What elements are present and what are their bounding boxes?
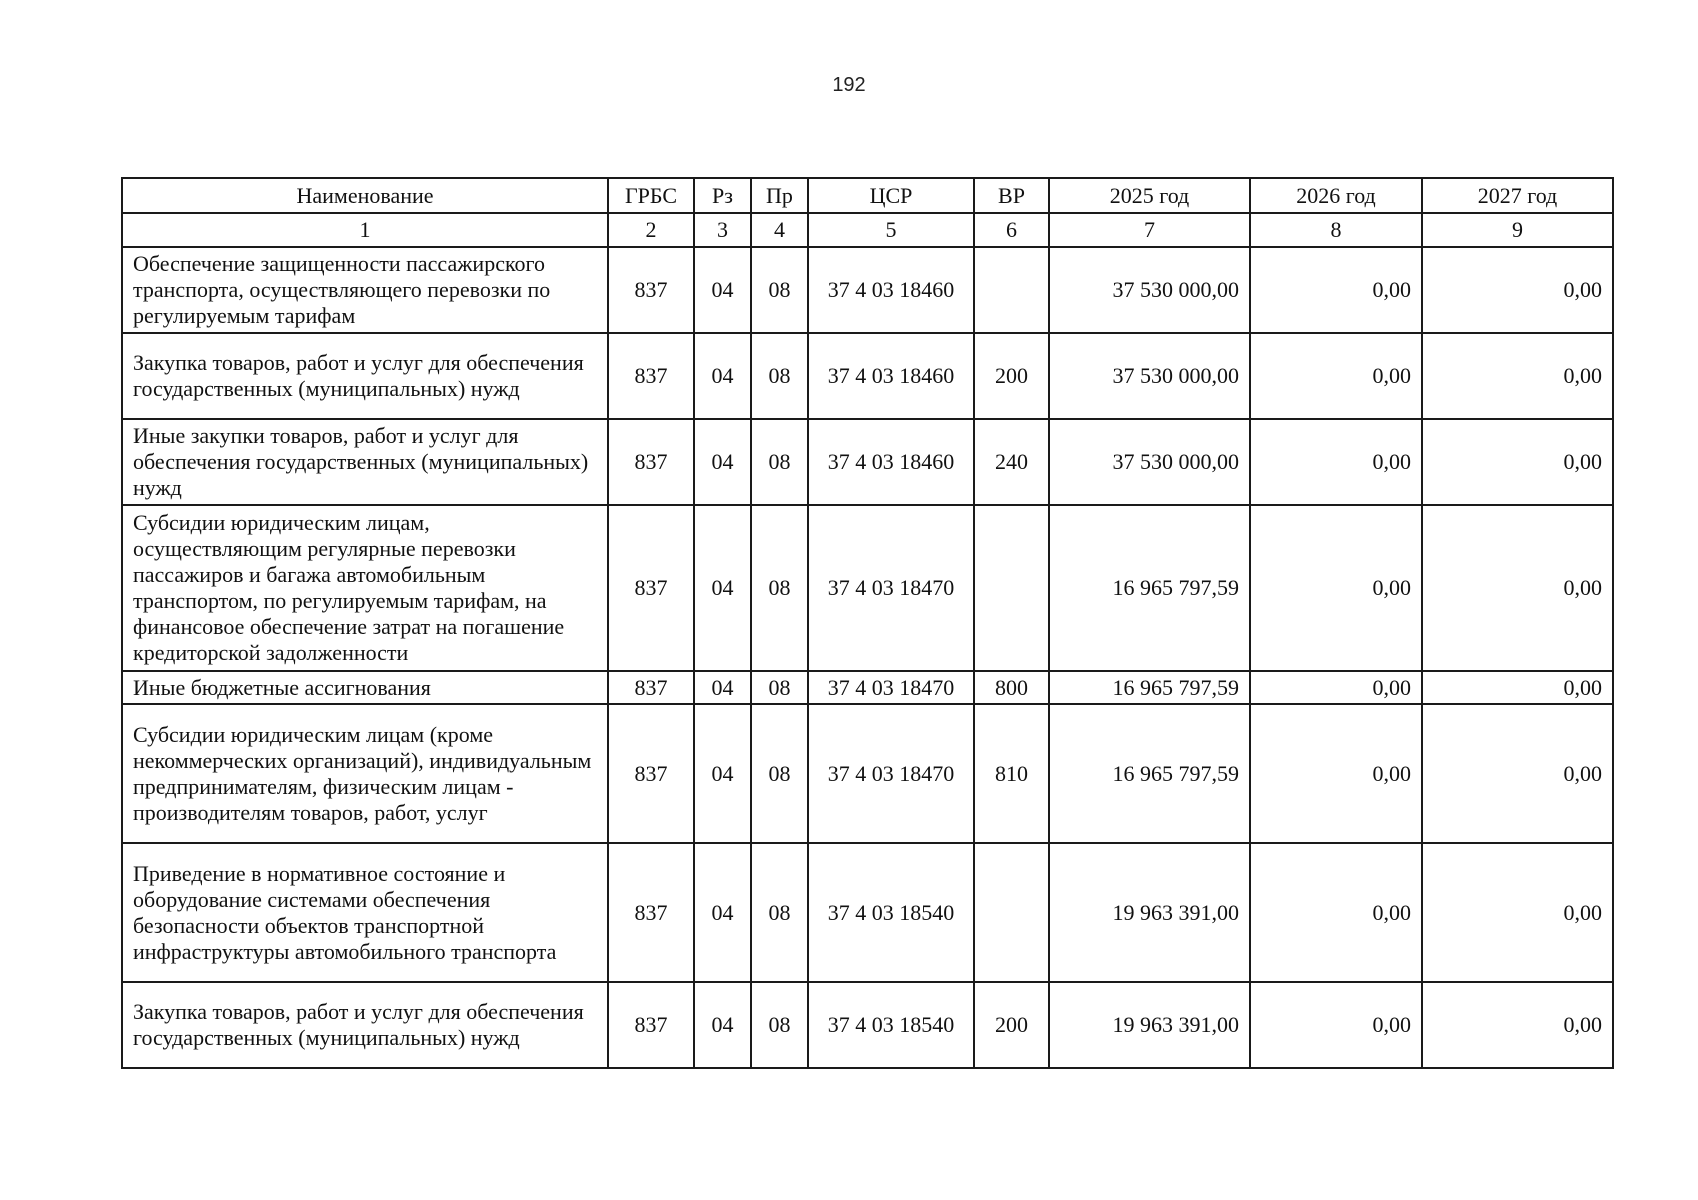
row-vr: 200: [974, 982, 1049, 1068]
row-amount-2025: 16 965 797,59: [1049, 704, 1250, 843]
row-vr: [974, 247, 1049, 333]
column-number: 4: [751, 213, 808, 247]
row-amount-2025: 19 963 391,00: [1049, 982, 1250, 1068]
header-vr: ВР: [974, 178, 1049, 213]
row-amount-2026: 0,00: [1250, 704, 1422, 843]
row-amount-2025: 16 965 797,59: [1049, 505, 1250, 671]
row-grbs: 837: [608, 247, 694, 333]
row-name: Обеспечение защищенности пассажирского транспорта, осуществляющего перевозки по регулируемым тарифам: [122, 247, 608, 333]
row-amount-2027: 0,00: [1422, 505, 1613, 671]
row-grbs: 837: [608, 982, 694, 1068]
row-csr: 37 4 03 18470: [808, 704, 974, 843]
header-grbs: ГРБС: [608, 178, 694, 213]
row-rz: 04: [694, 419, 751, 505]
header-csr: ЦСР: [808, 178, 974, 213]
row-name: Субсидии юридическим лицам (кроме некоммерческих организаций), индивидуальным предпринимателям, физическим лицам - производителям товаров, работ, услуг: [122, 704, 608, 843]
row-csr: 37 4 03 18540: [808, 982, 974, 1068]
row-name: Субсидии юридическим лицам, осуществляющим регулярные перевозки пассажиров и багажа автомобильным транспортом, по регулируемым тарифам, на финансовое обеспечение затрат на погашение кредиторской задолженности: [122, 505, 608, 671]
header-pr: Пр: [751, 178, 808, 213]
row-rz: 04: [694, 982, 751, 1068]
row-grbs: 837: [608, 671, 694, 704]
row-amount-2025: 16 965 797,59: [1049, 671, 1250, 704]
row-grbs: 837: [608, 843, 694, 982]
row-amount-2027: 0,00: [1422, 333, 1613, 419]
row-csr: 37 4 03 18460: [808, 419, 974, 505]
row-pr: 08: [751, 982, 808, 1068]
header-2025: 2025 год: [1049, 178, 1250, 213]
row-csr: 37 4 03 18460: [808, 247, 974, 333]
header-rz: Рз: [694, 178, 751, 213]
column-number: 8: [1250, 213, 1422, 247]
row-amount-2027: 0,00: [1422, 419, 1613, 505]
row-amount-2025: 37 530 000,00: [1049, 333, 1250, 419]
row-amount-2027: 0,00: [1422, 843, 1613, 982]
row-grbs: 837: [608, 704, 694, 843]
table-row: [122, 247, 1613, 333]
row-vr: [974, 843, 1049, 982]
row-amount-2026: 0,00: [1250, 333, 1422, 419]
row-amount-2025: 37 530 000,00: [1049, 247, 1250, 333]
page-number: 192: [832, 74, 866, 96]
row-name: Приведение в нормативное состояние и оборудование системами обеспечения безопасности объектов транспортной инфраструктуры автомобильного транспорта: [122, 843, 608, 982]
row-amount-2026: 0,00: [1250, 419, 1422, 505]
row-pr: 08: [751, 333, 808, 419]
table-row: [122, 505, 1613, 671]
table-row: [122, 704, 1613, 843]
row-rz: 04: [694, 671, 751, 704]
row-amount-2025: 19 963 391,00: [1049, 843, 1250, 982]
row-amount-2027: 0,00: [1422, 671, 1613, 704]
row-vr: 810: [974, 704, 1049, 843]
row-amount-2027: 0,00: [1422, 247, 1613, 333]
row-csr: 37 4 03 18540: [808, 843, 974, 982]
table-row: [122, 982, 1613, 1068]
row-vr: 200: [974, 333, 1049, 419]
row-amount-2027: 0,00: [1422, 982, 1613, 1068]
row-rz: 04: [694, 247, 751, 333]
row-pr: 08: [751, 704, 808, 843]
column-number: 7: [1049, 213, 1250, 247]
row-pr: 08: [751, 505, 808, 671]
row-pr: 08: [751, 671, 808, 704]
table-row: [122, 419, 1613, 505]
header-2027: 2027 год: [1422, 178, 1613, 213]
table-row: [122, 843, 1613, 982]
table-row: [122, 333, 1613, 419]
row-name: Иные бюджетные ассигнования: [122, 671, 608, 704]
row-name: Закупка товаров, работ и услуг для обеспечения государственных (муниципальных) нужд: [122, 333, 608, 419]
row-amount-2025: 37 530 000,00: [1049, 419, 1250, 505]
row-amount-2026: 0,00: [1250, 247, 1422, 333]
row-amount-2026: 0,00: [1250, 843, 1422, 982]
budget-table: [121, 177, 1614, 1069]
column-number: 5: [808, 213, 974, 247]
column-number: 9: [1422, 213, 1613, 247]
row-rz: 04: [694, 333, 751, 419]
row-rz: 04: [694, 704, 751, 843]
row-rz: 04: [694, 505, 751, 671]
row-grbs: 837: [608, 333, 694, 419]
row-name: Закупка товаров, работ и услуг для обеспечения государственных (муниципальных) нужд: [122, 982, 608, 1068]
row-amount-2027: 0,00: [1422, 704, 1613, 843]
row-grbs: 837: [608, 505, 694, 671]
row-vr: 800: [974, 671, 1049, 704]
row-name: Иные закупки товаров, работ и услуг для обеспечения государственных (муниципальных) нужд: [122, 419, 608, 505]
row-amount-2026: 0,00: [1250, 671, 1422, 704]
row-pr: 08: [751, 419, 808, 505]
header-2026: 2026 год: [1250, 178, 1422, 213]
row-pr: 08: [751, 247, 808, 333]
row-grbs: 837: [608, 419, 694, 505]
header-row: [122, 178, 1613, 213]
table-row: [122, 671, 1613, 704]
row-amount-2026: 0,00: [1250, 982, 1422, 1068]
column-number-row: [122, 213, 1613, 247]
row-rz: 04: [694, 843, 751, 982]
row-csr: 37 4 03 18470: [808, 671, 974, 704]
row-vr: [974, 505, 1049, 671]
column-number: 6: [974, 213, 1049, 247]
row-csr: 37 4 03 18460: [808, 333, 974, 419]
column-number: 1: [122, 213, 608, 247]
column-number: 2: [608, 213, 694, 247]
header-name: Наименование: [122, 178, 608, 213]
column-number: 3: [694, 213, 751, 247]
row-pr: 08: [751, 843, 808, 982]
row-vr: 240: [974, 419, 1049, 505]
row-csr: 37 4 03 18470: [808, 505, 974, 671]
row-amount-2026: 0,00: [1250, 505, 1422, 671]
